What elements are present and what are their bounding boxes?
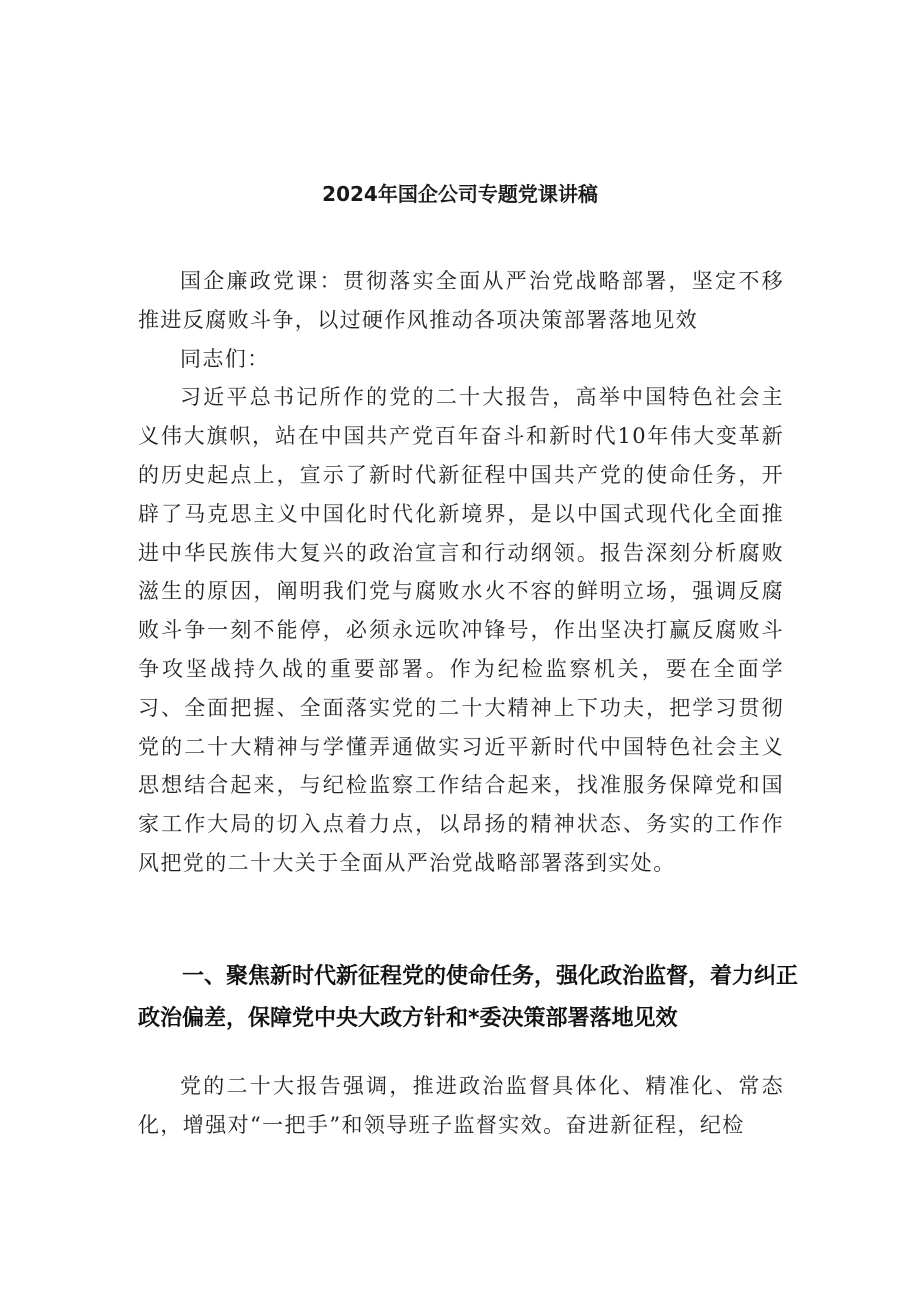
section-1-heading: 一、聚焦新时代新征程党的使命任务，强化政治监督，着力纠正政治偏差，保障党中央大政方针和*委决策部署落地见效 xyxy=(138,964,799,1031)
body-paragraph-1: 习近平总书记所作的党的二十大报告，高举中国特色社会主义伟大旗帜，站在中国共产党百年奋斗和新时代10年伟大变革新的历史起点上，宣示了新时代新征程中国共产党的使命任务，开辟了马克思主义中国化时代化新境界，是以中国式现代化全面推进中华民族伟大复兴的政治宣言和行动纲领。报告深刻分析腐败滋生的原因，阐明我们党与腐败水火不容的鲜明立场，强调反腐败斗争一刻不能停，必须永远吹冲锋号，作出坚决打赢反腐败斗争攻坚战持久战的重要部署。作为纪检监察机关，要在全面学习、全面把握、全面落实党的二十大精神上下功夫，把学习贯彻党的二十大精神与学懂弄通做实习近平新时代中国特色社会主义思想结合起来，与纪检监察工作结合起来，找准服务保障党和国家工作大局的切入点着力点，以昂扬的精神状态、务实的工作作风把党的二十大关于全面从严治党战略部署落到实处。 xyxy=(138,385,784,875)
document-title: 2024年国企公司专题党课讲稿 xyxy=(322,182,598,206)
greeting-paragraph: 同志们： xyxy=(180,346,270,371)
subtitle-paragraph: 国企廉政党课：贯彻落实全面从严治党战略部署，坚定不移推进反腐败斗争，以过硬作风推动各项决策部署落地见效 xyxy=(138,269,784,332)
intro-block xyxy=(138,262,784,883)
body-paragraph-2: 党的二十大报告强调，推进政治监督具体化、精准化、常态化，增强对“一把手”和领导班子监督实效。奋进新征程，纪检 xyxy=(138,1074,784,1137)
section-heading-block xyxy=(138,956,798,1040)
section-1-body xyxy=(138,1067,784,1145)
